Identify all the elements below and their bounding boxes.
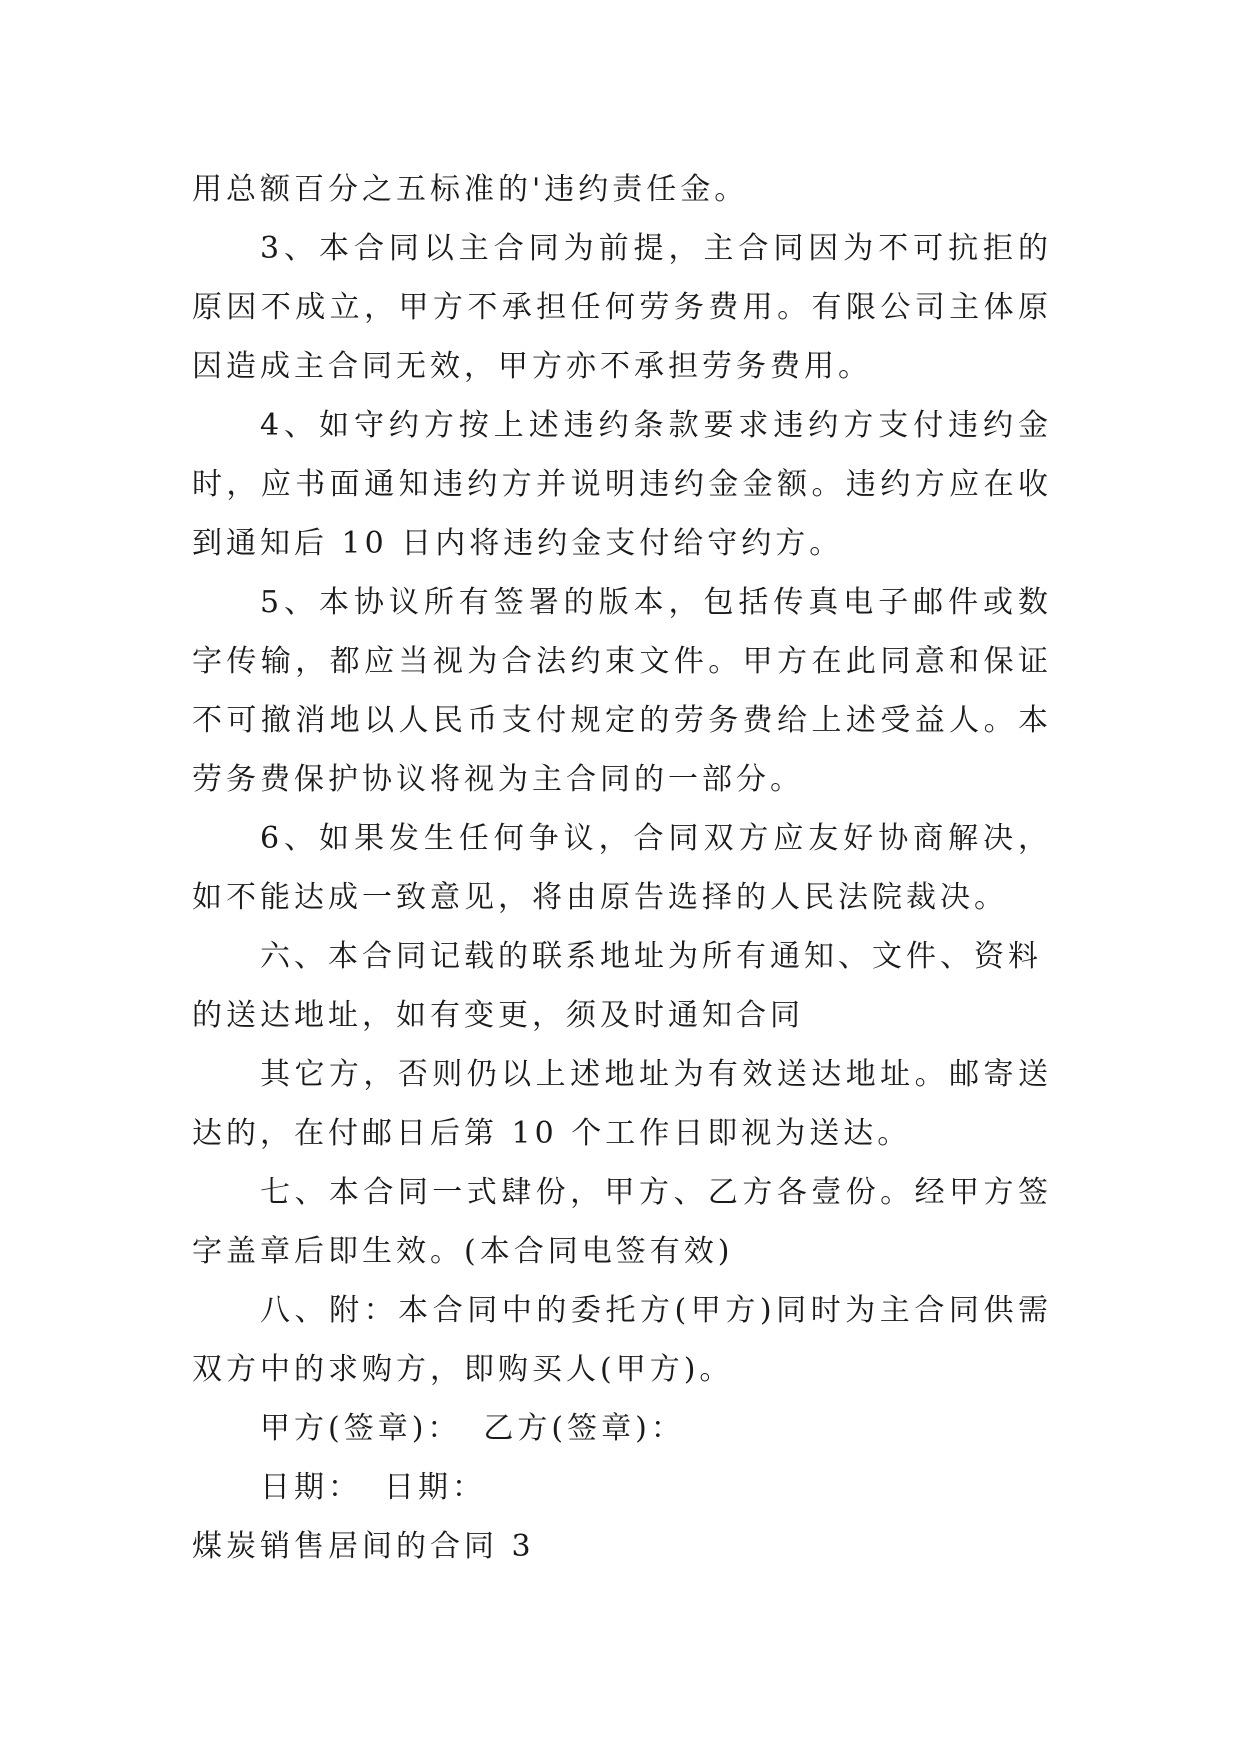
paragraph-section-7: 七、本合同一式肆份，甲方、乙方各壹份。经甲方签字盖章后即生效。(本合同电签有效)	[192, 1175, 1052, 1269]
paragraph-clause-3: 3、本合同以主合同为前提，主合同因为不可抗拒的原因不成立，甲方不承担任何劳务费用。有限公司主体原因造成主合同无效，甲方亦不承担劳务费用。	[192, 231, 1052, 384]
signature-line	[192, 1399, 1052, 1458]
party-b-date-label: 日期：	[384, 1470, 486, 1505]
paragraph-liability-fee-tail: 用总额百分之五标准的'违约责任金。	[192, 172, 749, 207]
paragraph-clause-6: 6、如果发生任何争议，合同双方应友好协商解决，如不能达成一致意见，将由原告选择的人民法院裁决。	[192, 821, 1052, 915]
party-a-signature-label: 甲方(签章)：	[260, 1411, 462, 1446]
paragraph-section-8: 八、附：本合同中的委托方(甲方)同时为主合同供需双方中的求购方，即购买人(甲方)。	[192, 1293, 1052, 1387]
party-a-date-label: 日期：	[260, 1470, 362, 1505]
next-section-title: 煤炭销售居间的合同 3	[192, 1529, 535, 1564]
paragraph-section-6-continued: 其它方，否则仍以上述地址为有效送达地址。邮寄送达的，在付邮日后第 10 个工作日即视为送达。	[192, 1057, 1052, 1151]
paragraph-section-6: 六、本合同记载的联系地址为所有通知、文件、资料的送达地址，如有变更，须及时通知合同	[192, 939, 1042, 1033]
document-body	[192, 160, 1052, 1576]
party-b-signature-label: 乙方(签章)：	[483, 1411, 685, 1446]
paragraph-clause-5: 5、本协议所有签署的版本，包括传真电子邮件或数字传输，都应当视为合法约束文件。甲方在此同意和保证不可撤消地以人民币支付规定的劳务费给上述受益人。本劳务费保护协议将视为主合同的一部分。	[192, 585, 1052, 797]
date-line	[192, 1458, 1052, 1517]
paragraph-clause-4: 4、如守约方按上述违约条款要求违约方支付违约金时，应书面通知违约方并说明违约金金额。违约方应在收到通知后 10 日内将违约金支付给守约方。	[192, 408, 1052, 561]
